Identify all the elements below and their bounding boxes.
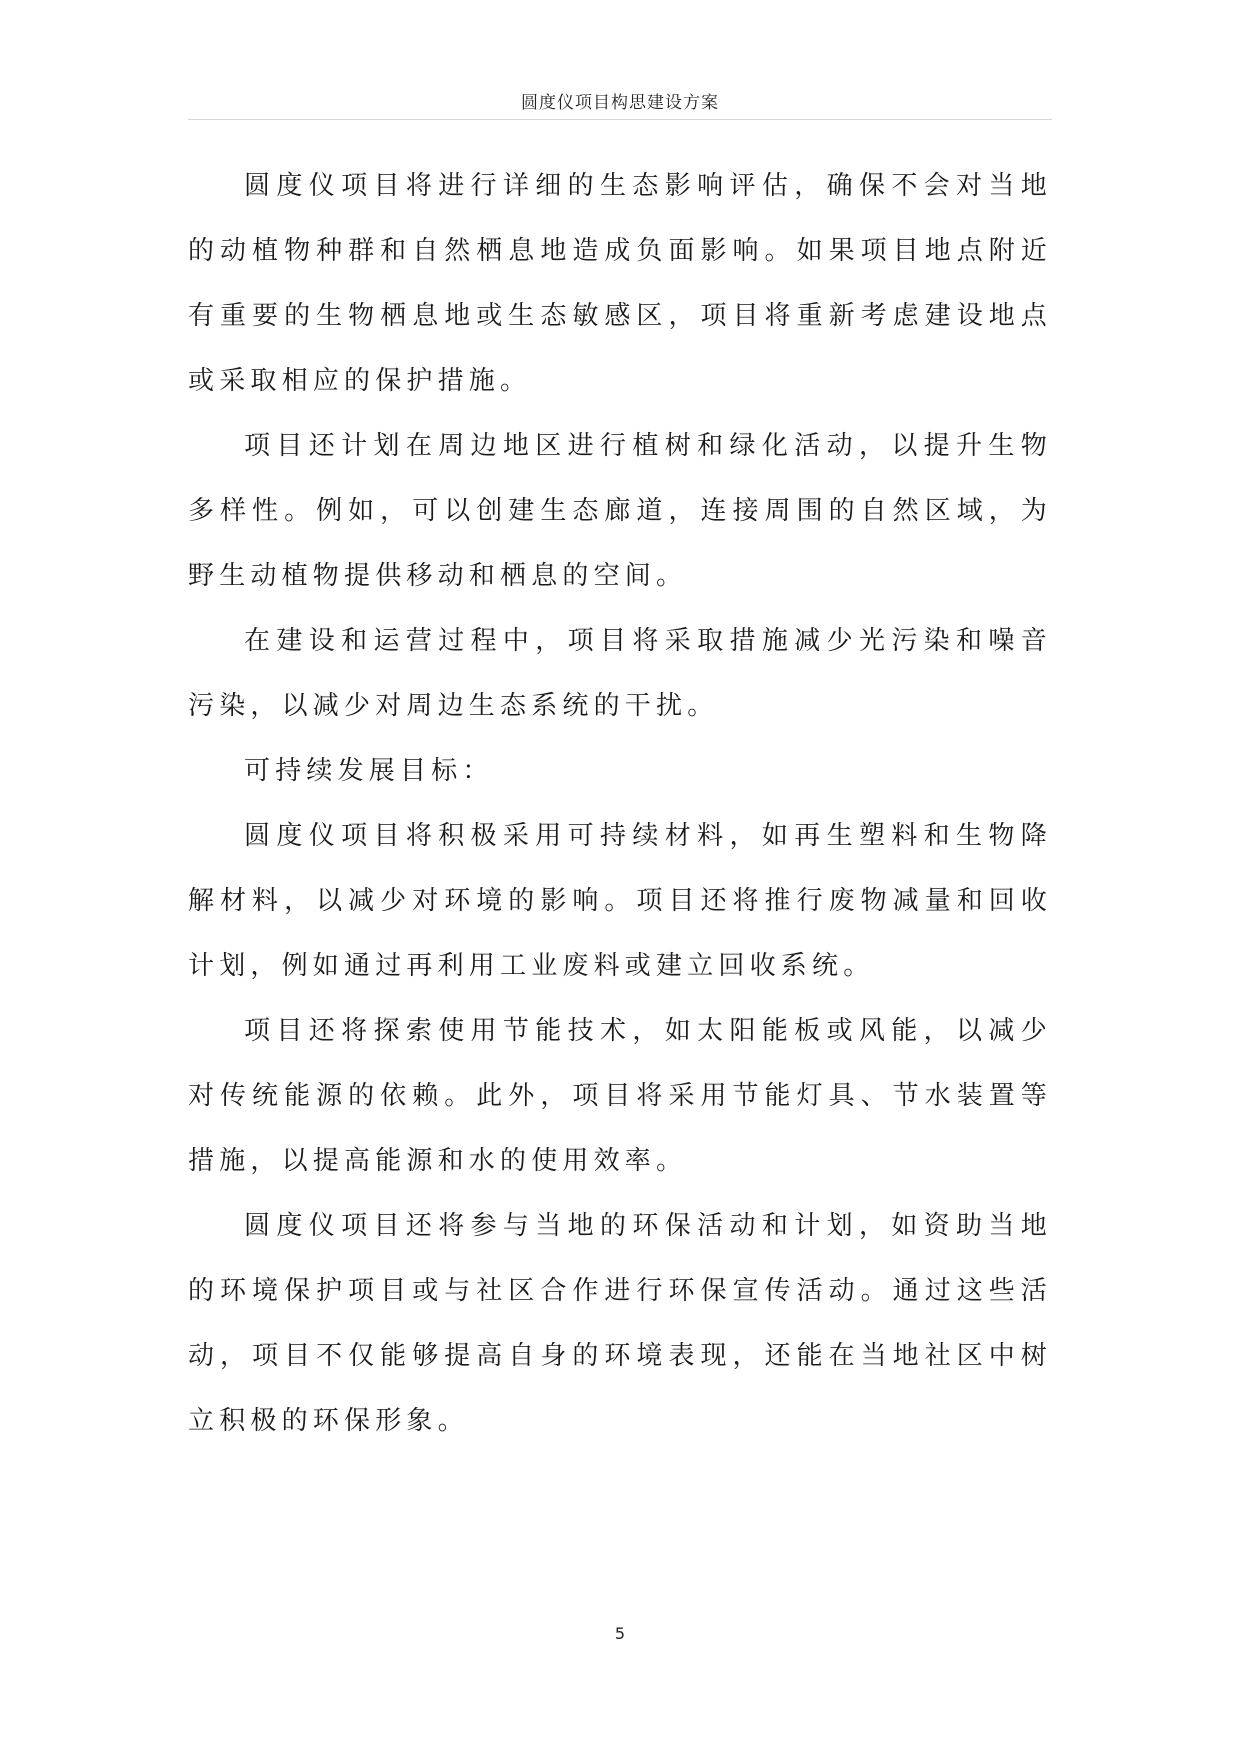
page-number: 5 [614, 1624, 626, 1643]
paragraph-community-environment: 圆度仪项目还将参与当地的环保活动和计划，如资助当地的环境保护项目或与社区合作进行环保宣传活动。通过这些活动，项目不仅能够提高自身的环境表现，还能在当地社区中树立积极的环保形象。 [188, 1211, 1052, 1436]
header-divider [188, 119, 1052, 120]
section-heading-sustainability: 可持续发展目标： [244, 756, 494, 786]
page-header-title: 圆度仪项目构思建设方案 [521, 93, 719, 113]
document-body [188, 154, 1052, 1454]
paragraph-sustainable-materials: 圆度仪项目将积极采用可持续材料，如再生塑料和生物降解材料，以减少对环境的影响。项目还将推行废物减量和回收计划，例如通过再利用工业废料或建立回收系统。 [188, 821, 1052, 981]
paragraph-ecological-assessment: 圆度仪项目将进行详细的生态影响评估，确保不会对当地的动植物种群和自然栖息地造成负面影响。如果项目地点附近有重要的生物栖息地或生态敏感区，项目将重新考虑建设地点或采取相应的保护措施。 [188, 171, 1052, 396]
paragraph-greening: 项目还计划在周边地区进行植树和绿化活动，以提升生物多样性。例如，可以创建生态廊道，连接周围的自然区域，为野生动植物提供移动和栖息的空间。 [188, 431, 1052, 591]
paragraph-pollution-reduction: 在建设和运营过程中，项目将采取措施减少光污染和噪音污染，以减少对周边生态系统的干扰。 [188, 626, 1052, 721]
paragraph-energy-saving: 项目还将探索使用节能技术，如太阳能板或风能，以减少对传统能源的依赖。此外，项目将采用节能灯具、节水装置等措施，以提高能源和水的使用效率。 [188, 1016, 1052, 1176]
